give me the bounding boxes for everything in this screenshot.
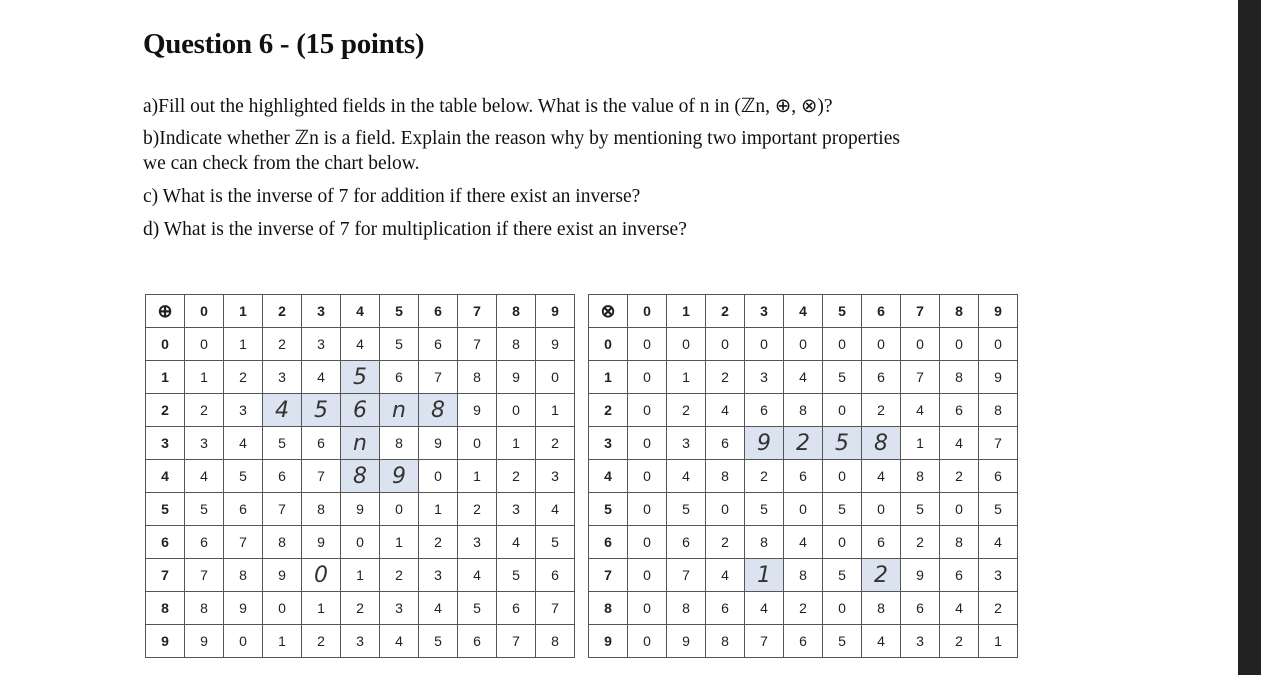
table-cell: 0: [940, 493, 979, 526]
table-cell: 0: [979, 328, 1018, 361]
column-header: 6: [862, 295, 901, 328]
table-row: [589, 328, 1018, 361]
table-cell: 3: [979, 559, 1018, 592]
table-row: [146, 526, 575, 559]
table-cell: 5: [224, 460, 263, 493]
column-header: 1: [667, 295, 706, 328]
table-cell: 0: [823, 460, 862, 493]
row-header: 0: [146, 328, 185, 361]
table-cell: 4: [224, 427, 263, 460]
table-cell: 8: [979, 394, 1018, 427]
highlighted-cell: 4: [263, 394, 302, 427]
table-row: [589, 559, 1018, 592]
table-cell: 0: [628, 328, 667, 361]
column-header: 0: [628, 295, 667, 328]
table-cell: 9: [302, 526, 341, 559]
table-cell: 9: [224, 592, 263, 625]
table-cell: 8: [458, 361, 497, 394]
row-header: 1: [146, 361, 185, 394]
table-cell: 0: [224, 625, 263, 658]
table-cell: 7: [419, 361, 458, 394]
addition-table: [145, 294, 575, 658]
table-cell: 4: [667, 460, 706, 493]
table-cell: 0: [458, 427, 497, 460]
table-cell: 1: [341, 559, 380, 592]
table-cell: 0: [341, 526, 380, 559]
table-cell: 4: [536, 493, 575, 526]
table-cell: 0: [823, 328, 862, 361]
table-cell: 0: [706, 493, 745, 526]
row-header: 0: [589, 328, 628, 361]
table-cell: 0: [628, 526, 667, 559]
table-cell: 5: [823, 559, 862, 592]
table-cell: 8: [302, 493, 341, 526]
table-row: [589, 625, 1018, 658]
highlighted-cell: 2: [862, 559, 901, 592]
table-cell: 3: [185, 427, 224, 460]
table-cell: 6: [784, 625, 823, 658]
table-cell: 7: [263, 493, 302, 526]
table-cell: 4: [302, 361, 341, 394]
table-cell: 5: [823, 625, 862, 658]
column-header: 3: [302, 295, 341, 328]
table-cell: 1: [380, 526, 419, 559]
table-cell: 1: [302, 592, 341, 625]
table-cell: 3: [667, 427, 706, 460]
table-cell: 6: [862, 361, 901, 394]
table-cell: 3: [419, 559, 458, 592]
table-cell: 4: [419, 592, 458, 625]
table-cell: 8: [185, 592, 224, 625]
question-part-b-continued: we can check from the chart below.: [143, 153, 420, 174]
table-cell: 6: [536, 559, 575, 592]
table-cell: 0: [667, 328, 706, 361]
table-row: [146, 592, 575, 625]
table-row: [146, 460, 575, 493]
table-cell: 8: [706, 625, 745, 658]
operator-symbol: ⊗: [589, 295, 628, 328]
table-cell: 0: [823, 394, 862, 427]
table-cell: 3: [302, 328, 341, 361]
table-cell: 7: [745, 625, 784, 658]
table-row: [589, 526, 1018, 559]
row-header: 7: [146, 559, 185, 592]
row-header: 9: [146, 625, 185, 658]
table-row: [146, 328, 575, 361]
row-header: 1: [589, 361, 628, 394]
table-cell: 2: [745, 460, 784, 493]
column-header: 3: [745, 295, 784, 328]
question-part-d: d) What is the inverse of 7 for multiplication if there exist an inverse?: [143, 219, 687, 240]
question-part-c: c) What is the inverse of 7 for addition if there exist an inverse?: [143, 186, 641, 207]
table-cell: 2: [224, 361, 263, 394]
table-cell: 5: [185, 493, 224, 526]
table-cell: 9: [536, 328, 575, 361]
table-cell: 4: [380, 625, 419, 658]
table-cell: 0: [706, 328, 745, 361]
highlighted-cell: 8: [341, 460, 380, 493]
table-cell: 8: [940, 361, 979, 394]
highlighted-cell: 5: [823, 427, 862, 460]
table-cell: 2: [706, 526, 745, 559]
table-cell: 9: [497, 361, 536, 394]
column-header: 5: [823, 295, 862, 328]
table-cell: 5: [536, 526, 575, 559]
table-cell: 6: [224, 493, 263, 526]
highlighted-cell: 8: [419, 394, 458, 427]
table-cell: 0: [628, 460, 667, 493]
table-row: [146, 625, 575, 658]
table-cell: 7: [302, 460, 341, 493]
table-cell: 2: [940, 460, 979, 493]
table-cell: 6: [380, 361, 419, 394]
highlighted-cell: n: [380, 394, 419, 427]
row-header: 3: [146, 427, 185, 460]
table-cell: 9: [667, 625, 706, 658]
row-header: 9: [589, 625, 628, 658]
row-header: 6: [146, 526, 185, 559]
table-cell: 7: [901, 361, 940, 394]
table-header-row: [589, 295, 1018, 328]
table-cell: 0: [745, 328, 784, 361]
table-cell: 9: [458, 394, 497, 427]
row-header: 3: [589, 427, 628, 460]
table-cell: 0: [862, 493, 901, 526]
table-cell: 1: [901, 427, 940, 460]
table-cell: 8: [536, 625, 575, 658]
table-cell: 4: [185, 460, 224, 493]
table-cell: 7: [979, 427, 1018, 460]
column-header: 9: [979, 295, 1018, 328]
column-header: 6: [419, 295, 458, 328]
table-cell: 3: [341, 625, 380, 658]
highlighted-cell: 5: [341, 361, 380, 394]
table-cell: 0: [628, 361, 667, 394]
table-cell: 7: [497, 625, 536, 658]
column-header: 0: [185, 295, 224, 328]
table-cell: 8: [745, 526, 784, 559]
table-cell: 6: [784, 460, 823, 493]
table-cell: 5: [823, 493, 862, 526]
table-row: [146, 559, 575, 592]
table-cell: 1: [497, 427, 536, 460]
window-edge: [1238, 0, 1261, 675]
table-cell: 2: [302, 625, 341, 658]
column-header: 4: [784, 295, 823, 328]
table-cell: 8: [263, 526, 302, 559]
table-cell: 2: [341, 592, 380, 625]
table-cell: 0: [628, 625, 667, 658]
table-cell: 0: [940, 328, 979, 361]
table-cell: 0: [823, 526, 862, 559]
table-cell: 3: [745, 361, 784, 394]
table-cell: 8: [497, 328, 536, 361]
table-row: [589, 592, 1018, 625]
table-cell: 5: [458, 592, 497, 625]
table-cell: 6: [185, 526, 224, 559]
column-header: 8: [940, 295, 979, 328]
table-cell: 2: [497, 460, 536, 493]
table-cell: 8: [784, 559, 823, 592]
column-header: 7: [901, 295, 940, 328]
column-header: 9: [536, 295, 575, 328]
column-header: 1: [224, 295, 263, 328]
table-cell: 9: [419, 427, 458, 460]
table-cell: 9: [185, 625, 224, 658]
table-cell: 8: [862, 592, 901, 625]
table-cell: 1: [419, 493, 458, 526]
row-header: 7: [589, 559, 628, 592]
column-header: 2: [263, 295, 302, 328]
table-row: [146, 361, 575, 394]
table-cell: 0: [628, 427, 667, 460]
table-cell: 6: [979, 460, 1018, 493]
table-row: [589, 427, 1018, 460]
table-cell: 1: [458, 460, 497, 493]
row-header: 6: [589, 526, 628, 559]
highlighted-cell: 8: [862, 427, 901, 460]
table-cell: 5: [667, 493, 706, 526]
row-header: 2: [146, 394, 185, 427]
highlighted-cell: 6: [341, 394, 380, 427]
table-cell: 2: [419, 526, 458, 559]
table-cell: 6: [419, 328, 458, 361]
table-cell: 6: [706, 427, 745, 460]
table-cell: 0: [185, 328, 224, 361]
highlighted-cell: 5: [302, 394, 341, 427]
table-cell: 5: [497, 559, 536, 592]
table-cell: 0: [823, 592, 862, 625]
table-cell: 4: [901, 394, 940, 427]
table-cell: 8: [667, 592, 706, 625]
table-cell: 8: [706, 460, 745, 493]
multiplication-table: [588, 294, 1018, 658]
table-cell: 4: [862, 460, 901, 493]
table-cell: 4: [784, 526, 823, 559]
table-cell: 1: [979, 625, 1018, 658]
table-cell: 4: [940, 427, 979, 460]
table-cell: 5: [979, 493, 1018, 526]
table-row: [146, 427, 575, 460]
table-cell: 6: [901, 592, 940, 625]
table-cell: 5: [263, 427, 302, 460]
table-cell: 1: [224, 328, 263, 361]
column-header: 5: [380, 295, 419, 328]
table-cell: 7: [224, 526, 263, 559]
table-cell: 6: [667, 526, 706, 559]
table-cell: 2: [458, 493, 497, 526]
row-header: 8: [146, 592, 185, 625]
question-title: Question 6 - (15 points): [143, 28, 425, 60]
table-cell: 6: [458, 625, 497, 658]
table-cell: 0: [628, 559, 667, 592]
table-cell: 5: [419, 625, 458, 658]
table-cell: 3: [901, 625, 940, 658]
table-cell: 3: [458, 526, 497, 559]
highlighted-cell: 9: [380, 460, 419, 493]
table-cell: 0: [419, 460, 458, 493]
table-cell: 2: [536, 427, 575, 460]
table-cell: 7: [667, 559, 706, 592]
table-cell: 0: [862, 328, 901, 361]
table-cell: 6: [940, 394, 979, 427]
table-cell: 6: [862, 526, 901, 559]
table-cell: 0: [784, 493, 823, 526]
table-cell: 1: [263, 625, 302, 658]
table-cell: 3: [497, 493, 536, 526]
table-cell: 4: [784, 361, 823, 394]
table-row: [589, 361, 1018, 394]
table-cell: 5: [823, 361, 862, 394]
question-part-b: b)Indicate whether ℤn is a field. Explain the reason why by mentioning two important properties: [143, 128, 900, 149]
table-cell: 8: [901, 460, 940, 493]
table-cell: 5: [380, 328, 419, 361]
column-header: 8: [497, 295, 536, 328]
table-cell: 0: [497, 394, 536, 427]
table-cell: 2: [263, 328, 302, 361]
table-cell: 2: [862, 394, 901, 427]
table-cell: 4: [706, 559, 745, 592]
row-header: 5: [589, 493, 628, 526]
table-cell: 1: [185, 361, 224, 394]
table-cell: 9: [979, 361, 1018, 394]
table-cell: 2: [667, 394, 706, 427]
table-cell: 7: [185, 559, 224, 592]
table-cell: 0: [263, 592, 302, 625]
table-cell: 6: [497, 592, 536, 625]
column-header: 4: [341, 295, 380, 328]
table-cell: 2: [784, 592, 823, 625]
table-cell: 7: [536, 592, 575, 625]
table-cell: 6: [706, 592, 745, 625]
table-cell: 1: [667, 361, 706, 394]
table-cell: 2: [979, 592, 1018, 625]
table-cell: 0: [784, 328, 823, 361]
table-cell: 0: [380, 493, 419, 526]
table-cell: 2: [380, 559, 419, 592]
table-header-row: [146, 295, 575, 328]
table-row: [146, 394, 575, 427]
table-cell: 0: [628, 592, 667, 625]
table-cell: 2: [940, 625, 979, 658]
table-cell: 3: [536, 460, 575, 493]
row-header: 2: [589, 394, 628, 427]
table-cell: 0: [628, 493, 667, 526]
table-cell: 8: [784, 394, 823, 427]
column-header: 7: [458, 295, 497, 328]
table-cell: 2: [706, 361, 745, 394]
row-header: 8: [589, 592, 628, 625]
table-cell: 4: [341, 328, 380, 361]
table-cell: 6: [745, 394, 784, 427]
table-cell: 4: [497, 526, 536, 559]
table-cell: 1: [536, 394, 575, 427]
table-cell: 0: [628, 394, 667, 427]
table-cell: 6: [302, 427, 341, 460]
table-cell: 4: [862, 625, 901, 658]
table-cell: 2: [185, 394, 224, 427]
column-header: 2: [706, 295, 745, 328]
table-cell: 6: [263, 460, 302, 493]
table-cell: 4: [706, 394, 745, 427]
operator-symbol: ⊕: [146, 295, 185, 328]
table-cell: 4: [458, 559, 497, 592]
table-row: [146, 493, 575, 526]
table-cell: 0: [302, 559, 341, 592]
table-cell: 9: [341, 493, 380, 526]
table-cell: 2: [901, 526, 940, 559]
table-cell: 9: [901, 559, 940, 592]
question-part-a: a)Fill out the highlighted fields in the table below. What is the value of n in (ℤn, ⊕, ⊗)?: [143, 96, 833, 117]
table-cell: 4: [940, 592, 979, 625]
table-cell: 7: [458, 328, 497, 361]
row-header: 4: [146, 460, 185, 493]
table-cell: 0: [901, 328, 940, 361]
table-cell: 6: [940, 559, 979, 592]
table-cell: 3: [224, 394, 263, 427]
table-row: [589, 394, 1018, 427]
table-cell: 3: [263, 361, 302, 394]
table-cell: 8: [940, 526, 979, 559]
table-cell: 9: [263, 559, 302, 592]
table-row: [589, 460, 1018, 493]
row-header: 5: [146, 493, 185, 526]
highlighted-cell: 9: [745, 427, 784, 460]
highlighted-cell: n: [341, 427, 380, 460]
highlighted-cell: 2: [784, 427, 823, 460]
table-row: [589, 493, 1018, 526]
table-cell: 4: [979, 526, 1018, 559]
table-cell: 0: [536, 361, 575, 394]
table-cell: 5: [901, 493, 940, 526]
highlighted-cell: 1: [745, 559, 784, 592]
table-cell: 8: [224, 559, 263, 592]
table-cell: 3: [380, 592, 419, 625]
table-cell: 8: [380, 427, 419, 460]
table-cell: 4: [745, 592, 784, 625]
table-cell: 5: [745, 493, 784, 526]
row-header: 4: [589, 460, 628, 493]
